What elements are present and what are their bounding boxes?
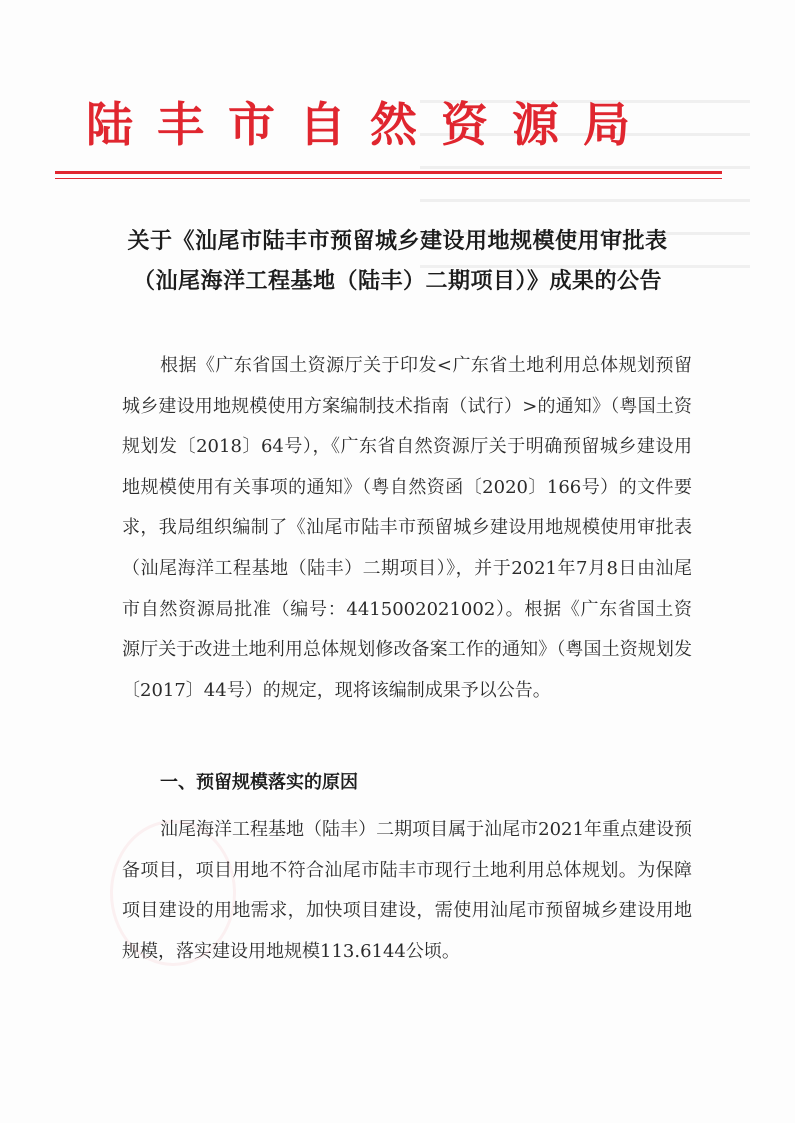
announcement-title	[40, 222, 755, 302]
letterhead-org-name: 陆丰市自然资源局	[86, 98, 654, 153]
announcement-title-line-2: （汕尾海洋工程基地（陆丰）二期项目）》成果的公告	[132, 269, 662, 294]
letterhead-red-rule-thick	[55, 171, 722, 174]
section-1-heading: 一、预留规模落实的原因	[160, 772, 358, 793]
announcement-title-line-1: 关于《汕尾市陆丰市预留城乡建设用地规模使用审批表	[127, 229, 668, 254]
announcement-paragraph-1: 根据《广东省国土资源厅关于印发<广东省土地利用总体规划预留城乡建设用地规模使用方案编制技术指南（试行）>的通知》（粤国土资规划发〔2018〕64号），《广东省自然资源厅关于明确预留城乡建设用地规模使用有关事项的通知》（粤自然资函〔2020〕166号）的文件要求，我局组织编制了《汕尾市陆丰市预留城乡建设用地规模使用审批表（汕尾海洋工程基地（陆丰）二期项目）》，并于2021年7月8日由汕尾市自然资源局批准（编号：4415002021002）。根据《广东省国土资源厅关于改进土地利用总体规划修改备案工作的通知》（粤国土资规划发〔2017〕44号）的规定，现将该编制成果予以公告。	[122, 355, 692, 701]
letterhead-red-rule-thin	[55, 178, 722, 179]
section-1-paragraph: 汕尾海洋工程基地（陆丰）二期项目属于汕尾市2021年重点建设预备项目，项目用地不符合汕尾市陆丰市现行土地利用总体规划。为保障项目建设的用地需求，加快项目建设，需使用汕尾市预留城乡建设用地规模，落实建设用地规模113.6144公顷。	[122, 819, 692, 962]
